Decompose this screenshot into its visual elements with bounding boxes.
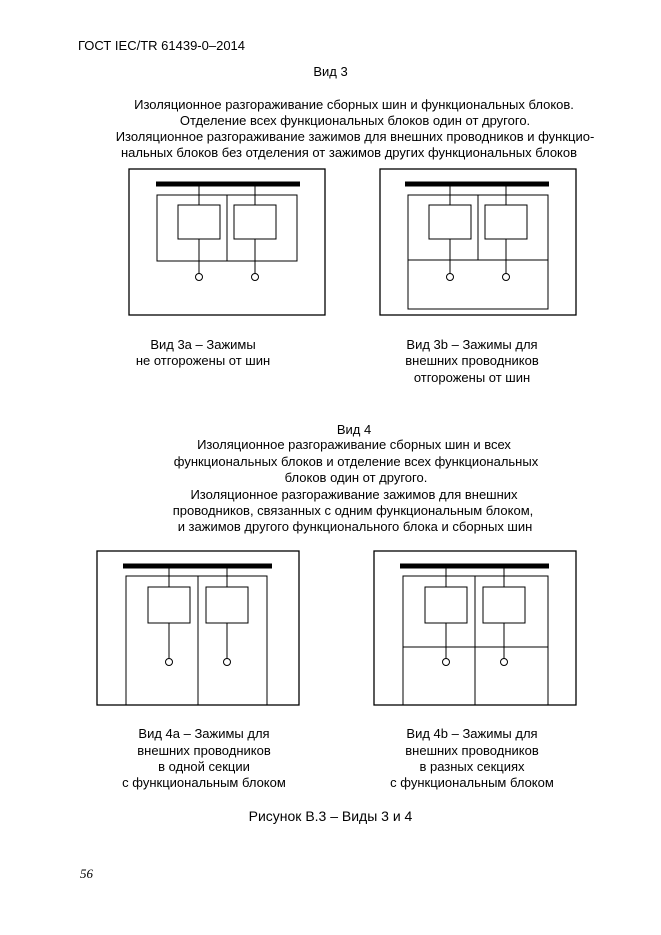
figure-caption: Рисунок В.3 – Виды 3 и 4: [248, 808, 413, 824]
view4-title: Вид 4: [336, 422, 372, 437]
caption-3b-line-3: отгорожены от шин: [413, 370, 531, 385]
view4-line-4: Изоляционное разгораживание зажимов для внешних: [190, 487, 518, 502]
view4-line-3: блоков один от другого.: [284, 470, 428, 485]
caption-4a-line-2: внешних проводников: [137, 743, 271, 758]
diagram-4b: [373, 550, 579, 708]
caption-3a-line-2: не отгорожены от шин: [135, 353, 271, 368]
view4-line-2: функциональных блоков и отделение всех функциональных: [173, 454, 539, 469]
caption-4b-line-3: в разных секциях: [419, 759, 525, 774]
caption-4b-line-4: с функциональным блоком: [390, 775, 554, 790]
view3-title: Вид 3: [313, 64, 348, 79]
view4-line-1: Изоляционное разгораживание сборных шин и всех: [197, 437, 511, 452]
view4-line-6: и зажимов другого функционального блока и сборных шин: [177, 519, 533, 534]
caption-3b-line-1: Вид 3b – Зажимы для: [406, 337, 538, 352]
diagram-4a: [96, 550, 302, 708]
caption-4b-line-2: внешних проводников: [405, 743, 539, 758]
view4-line-5: проводников, связанных с одним функциональным блоком,: [172, 503, 534, 518]
view3-line-3: Изоляционное разгораживание зажимов для внешних проводников и функцио-: [115, 129, 595, 144]
caption-4a-line-4: с функциональным блоком: [122, 775, 286, 790]
page-number: 56: [80, 866, 93, 881]
diagram-3a: [128, 168, 328, 318]
caption-4a-line-3: в одной секции: [158, 759, 250, 774]
standard-header: ГОСТ IEC/TR 61439-0–2014: [78, 38, 246, 53]
view3-line-4: нальных блоков без отделения от зажимов других функциональных блоков: [120, 145, 578, 160]
caption-3b-line-2: внешних проводников: [405, 353, 539, 368]
view3-line-2: Отделение всех функциональных блоков один от другого.: [179, 113, 531, 128]
caption-4b-line-1: Вид 4b – Зажимы для: [406, 726, 538, 741]
diagram-3b: [379, 168, 579, 318]
caption-3a-line-1: Вид 3a – Зажимы: [150, 337, 256, 352]
view3-line-1: Изоляционное разгораживание сборных шин и функциональных блоков.: [134, 97, 574, 112]
caption-4a-line-1: Вид 4a – Зажимы для: [138, 726, 270, 741]
